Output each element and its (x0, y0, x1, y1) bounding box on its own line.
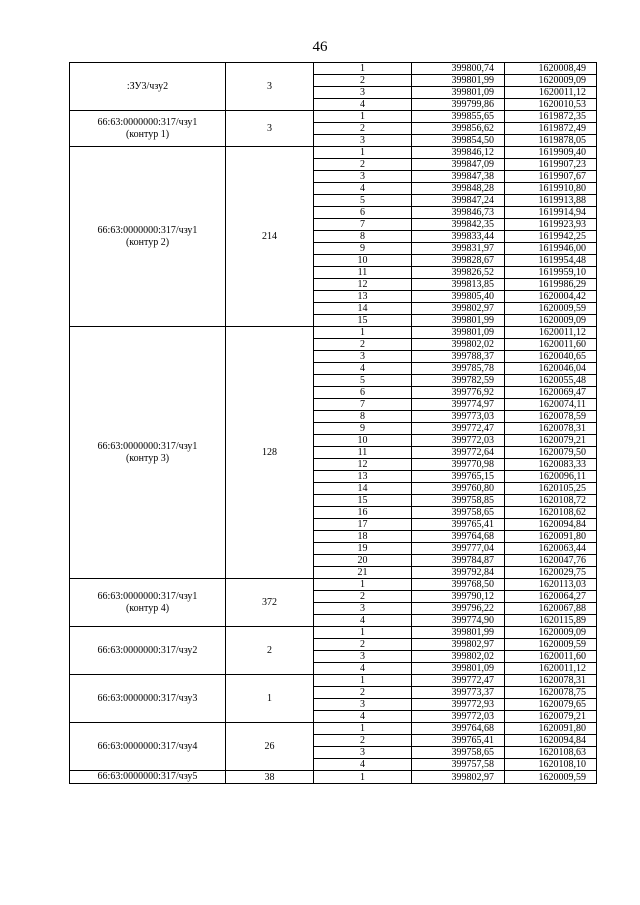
coordinate-x: 399801,99 (412, 315, 505, 327)
coordinate-x: 399802,02 (412, 651, 505, 663)
table-row (70, 327, 597, 339)
coordinate-x: 399847,38 (412, 171, 505, 183)
point-number: 3 (314, 699, 412, 711)
coordinate-y: 1620074,11 (505, 399, 597, 411)
coordinate-y: 1620094,84 (505, 735, 597, 747)
parcel-area: 38 (226, 771, 314, 784)
coordinate-x: 399773,37 (412, 687, 505, 699)
coordinate-x: 399801,09 (412, 327, 505, 339)
coordinate-y: 1620091,80 (505, 531, 597, 543)
coordinate-y: 1620078,75 (505, 687, 597, 699)
point-number: 1 (314, 675, 412, 687)
coordinate-x: 399802,97 (412, 303, 505, 315)
parcel-designation: 66:63:0000000:317/чзу1 (контур 2) (70, 147, 226, 327)
coordinate-y: 1620011,12 (505, 87, 597, 99)
point-number: 2 (314, 159, 412, 171)
coordinate-x: 399774,97 (412, 399, 505, 411)
parcel-designation: :ЗУ3/чзу2 (70, 63, 226, 111)
point-number: 3 (314, 135, 412, 147)
point-number: 2 (314, 639, 412, 651)
point-number: 2 (314, 123, 412, 135)
coordinate-y: 1619942,25 (505, 231, 597, 243)
coordinate-y: 1620079,50 (505, 447, 597, 459)
coordinate-x: 399846,12 (412, 147, 505, 159)
coordinate-x: 399760,80 (412, 483, 505, 495)
point-number: 4 (314, 99, 412, 111)
coordinate-y: 1620115,89 (505, 615, 597, 627)
coordinate-y: 1619914,94 (505, 207, 597, 219)
coordinate-x: 399790,12 (412, 591, 505, 603)
coordinate-x: 399831,97 (412, 243, 505, 255)
table-row (70, 147, 597, 159)
point-number: 1 (314, 63, 412, 75)
coordinate-y: 1620078,59 (505, 411, 597, 423)
point-number: 4 (314, 363, 412, 375)
coordinate-x: 399774,90 (412, 615, 505, 627)
coordinate-y: 1620009,09 (505, 627, 597, 639)
coordinate-x: 399782,59 (412, 375, 505, 387)
coordinate-y: 1619910,80 (505, 183, 597, 195)
coordinate-y: 1620091,80 (505, 723, 597, 735)
point-number: 1 (314, 111, 412, 123)
coordinate-y: 1620008,49 (505, 63, 597, 75)
parcel-designation: 66:63:0000000:317/чзу2 (70, 627, 226, 675)
coordinate-y: 1620011,60 (505, 651, 597, 663)
coordinate-y: 1619946,00 (505, 243, 597, 255)
coordinate-x: 399765,41 (412, 735, 505, 747)
coordinate-x: 399854,50 (412, 135, 505, 147)
point-number: 1 (314, 147, 412, 159)
coordinate-y: 1620011,60 (505, 339, 597, 351)
parcel-area: 3 (226, 63, 314, 111)
coordinate-y: 1620011,12 (505, 327, 597, 339)
parcel-designation: 66:63:0000000:317/чзу3 (70, 675, 226, 723)
point-number: 4 (314, 663, 412, 675)
coordinate-x: 399801,99 (412, 75, 505, 87)
coordinate-y: 1619878,05 (505, 135, 597, 147)
point-number: 2 (314, 591, 412, 603)
coordinate-x: 399796,22 (412, 603, 505, 615)
coordinate-x: 399847,09 (412, 159, 505, 171)
parcel-designation: 66:63:0000000:317/чзу1 (контур 1) (70, 111, 226, 147)
parcel-area: 128 (226, 327, 314, 579)
point-number: 16 (314, 507, 412, 519)
coordinate-y: 1620079,21 (505, 711, 597, 723)
coordinate-y: 1620083,33 (505, 459, 597, 471)
coordinate-y: 1620079,21 (505, 435, 597, 447)
coordinate-x: 399758,65 (412, 507, 505, 519)
point-number: 10 (314, 435, 412, 447)
point-number: 5 (314, 195, 412, 207)
coordinate-x: 399772,47 (412, 423, 505, 435)
coordinates-table (69, 62, 597, 784)
point-number: 17 (314, 519, 412, 531)
coordinate-y: 1620046,04 (505, 363, 597, 375)
page-number: 46 (312, 39, 328, 55)
point-number: 11 (314, 447, 412, 459)
coordinate-y: 1620108,62 (505, 507, 597, 519)
coordinate-y: 1620009,09 (505, 75, 597, 87)
point-number: 3 (314, 651, 412, 663)
coordinate-y: 1619872,35 (505, 111, 597, 123)
coordinate-x: 399784,87 (412, 555, 505, 567)
coordinate-y: 1620047,76 (505, 555, 597, 567)
parcel-area: 372 (226, 579, 314, 627)
coordinate-x: 399802,02 (412, 339, 505, 351)
coordinate-x: 399800,74 (412, 63, 505, 75)
point-number: 14 (314, 483, 412, 495)
coordinate-x: 399776,92 (412, 387, 505, 399)
parcel-area: 1 (226, 675, 314, 723)
point-number: 14 (314, 303, 412, 315)
coordinate-y: 1620063,44 (505, 543, 597, 555)
point-number: 2 (314, 735, 412, 747)
coordinate-y: 1620108,72 (505, 495, 597, 507)
point-number: 3 (314, 171, 412, 183)
point-number: 13 (314, 471, 412, 483)
parcel-area: 26 (226, 723, 314, 771)
coordinate-x: 399826,52 (412, 267, 505, 279)
point-number: 6 (314, 387, 412, 399)
point-number: 3 (314, 87, 412, 99)
parcel-area: 214 (226, 147, 314, 327)
point-number: 5 (314, 375, 412, 387)
coordinate-x: 399758,65 (412, 747, 505, 759)
coordinate-y: 1620064,27 (505, 591, 597, 603)
point-number: 10 (314, 255, 412, 267)
point-number: 3 (314, 747, 412, 759)
point-number: 3 (314, 351, 412, 363)
coordinate-x: 399802,97 (412, 771, 505, 784)
point-number: 11 (314, 267, 412, 279)
coordinate-x: 399773,03 (412, 411, 505, 423)
coordinate-y: 1619954,48 (505, 255, 597, 267)
point-number: 4 (314, 615, 412, 627)
point-number: 2 (314, 75, 412, 87)
coordinate-x: 399801,09 (412, 87, 505, 99)
table-row (70, 111, 597, 123)
table-row (70, 675, 597, 687)
coordinate-y: 1620069,47 (505, 387, 597, 399)
parcel-designation: 66:63:0000000:317/чзу4 (70, 723, 226, 771)
coordinate-x: 399758,85 (412, 495, 505, 507)
point-number: 1 (314, 771, 412, 784)
coordinate-x: 399772,47 (412, 675, 505, 687)
coordinate-y: 1619872,49 (505, 123, 597, 135)
point-number: 9 (314, 243, 412, 255)
point-number: 1 (314, 579, 412, 591)
point-number: 9 (314, 423, 412, 435)
coordinate-y: 1619913,88 (505, 195, 597, 207)
point-number: 18 (314, 531, 412, 543)
point-number: 4 (314, 183, 412, 195)
point-number: 2 (314, 339, 412, 351)
table-row (70, 771, 597, 784)
coordinate-y: 1620078,31 (505, 423, 597, 435)
coordinate-y: 1620055,48 (505, 375, 597, 387)
coordinate-y: 1620108,10 (505, 759, 597, 771)
coordinate-x: 399848,28 (412, 183, 505, 195)
coordinate-y: 1620010,53 (505, 99, 597, 111)
point-number: 12 (314, 459, 412, 471)
coordinate-y: 1620105,25 (505, 483, 597, 495)
coordinate-x: 399802,97 (412, 639, 505, 651)
coordinate-y: 1620004,42 (505, 291, 597, 303)
coordinate-y: 1619909,40 (505, 147, 597, 159)
point-number: 7 (314, 219, 412, 231)
coordinate-y: 1620011,12 (505, 663, 597, 675)
coordinate-y: 1620113,03 (505, 579, 597, 591)
coordinate-x: 399856,62 (412, 123, 505, 135)
point-number: 4 (314, 759, 412, 771)
coordinate-x: 399847,24 (412, 195, 505, 207)
coordinates-table-body (70, 63, 597, 784)
coordinate-y: 1620029,75 (505, 567, 597, 579)
coordinate-x: 399772,03 (412, 435, 505, 447)
coordinate-x: 399855,65 (412, 111, 505, 123)
coordinate-y: 1620009,09 (505, 315, 597, 327)
point-number: 15 (314, 315, 412, 327)
point-number: 1 (314, 723, 412, 735)
table-row (70, 63, 597, 75)
table-row (70, 723, 597, 735)
point-number: 3 (314, 603, 412, 615)
point-number: 19 (314, 543, 412, 555)
coordinate-y: 1620094,84 (505, 519, 597, 531)
coordinate-y: 1619986,29 (505, 279, 597, 291)
point-number: 4 (314, 711, 412, 723)
coordinate-y: 1619907,67 (505, 171, 597, 183)
coordinate-x: 399764,68 (412, 723, 505, 735)
coordinate-x: 399765,41 (412, 519, 505, 531)
coordinate-x: 399768,50 (412, 579, 505, 591)
table-row (70, 627, 597, 639)
table-row (70, 579, 597, 591)
coordinate-y: 1619959,10 (505, 267, 597, 279)
coordinate-y: 1620078,31 (505, 675, 597, 687)
point-number: 8 (314, 231, 412, 243)
point-number: 8 (314, 411, 412, 423)
coordinate-x: 399846,73 (412, 207, 505, 219)
coordinate-x: 399764,68 (412, 531, 505, 543)
coordinate-y: 1620009,59 (505, 303, 597, 315)
coordinate-y: 1619907,23 (505, 159, 597, 171)
coordinate-x: 399772,93 (412, 699, 505, 711)
point-number: 21 (314, 567, 412, 579)
point-number: 12 (314, 279, 412, 291)
point-number: 1 (314, 327, 412, 339)
parcel-area: 3 (226, 111, 314, 147)
parcel-designation: 66:63:0000000:317/чзу1 (контур 3) (70, 327, 226, 579)
coordinate-x: 399805,40 (412, 291, 505, 303)
point-number: 6 (314, 207, 412, 219)
point-number: 2 (314, 687, 412, 699)
parcel-designation: 66:63:0000000:317/чзу5 (70, 771, 226, 784)
coordinate-y: 1620108,63 (505, 747, 597, 759)
parcel-designation: 66:63:0000000:317/чзу1 (контур 4) (70, 579, 226, 627)
parcel-area: 2 (226, 627, 314, 675)
coordinate-x: 399777,04 (412, 543, 505, 555)
point-number: 15 (314, 495, 412, 507)
coordinate-y: 1620009,59 (505, 771, 597, 784)
point-number: 20 (314, 555, 412, 567)
coordinate-y: 1620096,11 (505, 471, 597, 483)
coordinate-x: 399772,03 (412, 711, 505, 723)
coordinate-x: 399833,44 (412, 231, 505, 243)
coordinate-y: 1620040,65 (505, 351, 597, 363)
coordinate-x: 399770,98 (412, 459, 505, 471)
coordinate-x: 399792,84 (412, 567, 505, 579)
coordinate-x: 399801,09 (412, 663, 505, 675)
point-number: 7 (314, 399, 412, 411)
coordinate-x: 399757,58 (412, 759, 505, 771)
coordinate-x: 399788,37 (412, 351, 505, 363)
coordinate-y: 1620079,65 (505, 699, 597, 711)
point-number: 13 (314, 291, 412, 303)
coordinate-y: 1619923,93 (505, 219, 597, 231)
coordinate-x: 399799,86 (412, 99, 505, 111)
coordinate-x: 399828,67 (412, 255, 505, 267)
coordinate-y: 1620009,59 (505, 639, 597, 651)
coordinate-x: 399765,15 (412, 471, 505, 483)
coordinate-x: 399772,64 (412, 447, 505, 459)
coordinate-x: 399813,85 (412, 279, 505, 291)
coordinate-x: 399785,78 (412, 363, 505, 375)
point-number: 1 (314, 627, 412, 639)
coordinate-x: 399842,35 (412, 219, 505, 231)
coordinate-x: 399801,99 (412, 627, 505, 639)
coordinate-y: 1620067,88 (505, 603, 597, 615)
